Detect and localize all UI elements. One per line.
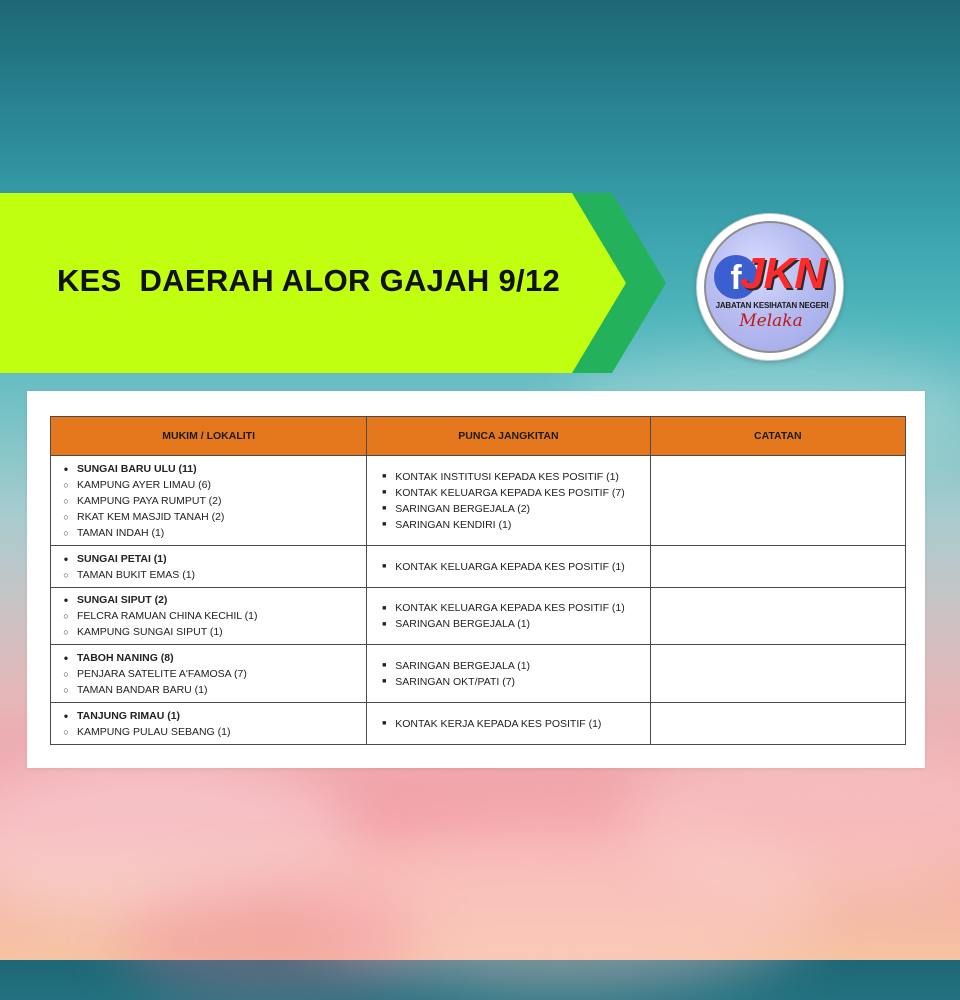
note-cell <box>650 588 905 645</box>
locality-item <box>55 493 360 509</box>
source-label: KONTAK INSTITUSI KEPADA KES POSITIF (1) <box>395 470 619 483</box>
location-cell <box>51 703 367 745</box>
source-item <box>373 600 643 616</box>
source-item <box>373 616 643 632</box>
location-cell <box>51 588 367 645</box>
square-bullet-icon: ■ <box>382 473 387 480</box>
locality-label: KAMPUNG PAYA RUMPUT (2) <box>77 494 222 507</box>
square-bullet-icon: ■ <box>382 563 387 570</box>
square-bullet-icon: ■ <box>382 662 387 669</box>
circle-bullet-icon: ○ <box>63 527 69 538</box>
page-title: KES DAERAH ALOR GAJAH 9/12 <box>57 263 561 298</box>
source-label: KONTAK KERJA KEPADA KES POSITIF (1) <box>395 717 602 730</box>
source-item <box>373 559 643 575</box>
locality-item <box>55 525 360 541</box>
locality-item <box>55 724 360 740</box>
square-bullet-icon: ■ <box>382 720 387 727</box>
mukim-item <box>55 708 360 724</box>
jkn-melaka-logo <box>697 214 843 360</box>
background-cloud <box>120 880 420 1000</box>
locality-label: PENJARA SATELITE A'FAMOSA (7) <box>77 667 247 680</box>
source-item <box>373 485 643 501</box>
source-item <box>373 501 643 517</box>
source-cell <box>367 546 650 588</box>
locality-label: TAMAN BANDAR BARU (1) <box>77 683 208 696</box>
circle-bullet-icon: ○ <box>63 627 69 637</box>
locality-item <box>55 567 360 583</box>
source-label: SARINGAN BERGEJALA (1) <box>395 618 531 630</box>
logo-script-text: Melaka <box>739 311 803 331</box>
source-label: SARINGAN BERGEJALA (2) <box>395 502 531 515</box>
circle-bullet-icon: ○ <box>63 684 69 695</box>
locality-item <box>55 608 360 624</box>
logo-jkn-text: JKN <box>740 249 826 298</box>
logo-badge <box>704 221 836 353</box>
locality-label: TAMAN INDAH (1) <box>77 526 165 539</box>
source-label: SARINGAN OKT/PATI (7) <box>395 675 516 688</box>
bullet-icon: • <box>63 708 69 723</box>
source-label: KONTAK KELUARGA KEPADA KES POSITIF (1) <box>395 602 625 614</box>
facebook-f-icon: f <box>714 255 758 299</box>
circle-bullet-icon: ○ <box>63 511 69 522</box>
source-label: SARINGAN BERGEJALA (1) <box>395 659 531 672</box>
source-cell <box>367 703 650 745</box>
square-bullet-icon: ■ <box>382 604 387 612</box>
cases-table <box>50 416 906 745</box>
square-bullet-icon: ■ <box>382 620 387 628</box>
source-label: KONTAK KELUARGA KEPADA KES POSITIF (7) <box>395 486 625 499</box>
source-item <box>373 674 643 690</box>
circle-bullet-icon: ○ <box>63 668 69 679</box>
locality-label: TAMAN BUKIT EMAS (1) <box>77 568 196 581</box>
locality-label: RKAT KEM MASJID TANAH (2) <box>77 510 225 523</box>
table-row <box>51 645 906 703</box>
locality-label: KAMPUNG SUNGAI SIPUT (1) <box>77 626 223 638</box>
locality-item <box>55 666 360 682</box>
mukim-item <box>55 650 360 666</box>
square-bullet-icon: ■ <box>382 505 387 512</box>
note-cell <box>650 703 905 745</box>
source-cell <box>367 645 650 703</box>
mukim-label: TANJUNG RIMAU (1) <box>77 709 181 722</box>
table-header-row <box>51 417 906 456</box>
square-bullet-icon: ■ <box>382 678 387 685</box>
locality-label: KAMPUNG PULAU SEBANG (1) <box>77 725 231 738</box>
square-bullet-icon: ■ <box>382 489 387 496</box>
location-cell <box>51 546 367 588</box>
note-cell <box>650 456 905 546</box>
logo-subtitle: JABATAN KESIHATAN NEGERI <box>715 301 829 310</box>
circle-bullet-icon: ○ <box>63 726 69 737</box>
cases-panel <box>27 391 925 768</box>
circle-bullet-icon: ○ <box>63 479 69 490</box>
bullet-icon: • <box>63 593 69 607</box>
locality-item <box>55 682 360 698</box>
locality-label: KAMPUNG AYER LIMAU (6) <box>77 478 211 491</box>
header-mukim-lokaliti: MUKIM / LOKALITI <box>51 417 367 456</box>
mukim-label: SUNGAI PETAI (1) <box>77 552 167 565</box>
mukim-label: SUNGAI BARU ULU (11) <box>77 462 197 475</box>
square-bullet-icon: ■ <box>382 521 387 528</box>
note-cell <box>650 645 905 703</box>
mukim-item <box>55 551 360 567</box>
locality-item <box>55 509 360 525</box>
mukim-label: SUNGAI SIPUT (2) <box>77 594 168 606</box>
table-row <box>51 546 906 588</box>
mukim-item <box>55 461 360 477</box>
source-item <box>373 716 643 732</box>
circle-bullet-icon: ○ <box>63 495 69 506</box>
circle-bullet-icon: ○ <box>63 569 69 580</box>
source-label: KONTAK KELUARGA KEPADA KES POSITIF (1) <box>395 560 625 573</box>
source-item <box>373 517 643 533</box>
table-row <box>51 588 906 645</box>
source-label: SARINGAN KENDIRI (1) <box>395 518 512 531</box>
location-cell <box>51 645 367 703</box>
source-cell <box>367 456 650 546</box>
bullet-icon: • <box>63 551 69 566</box>
location-cell <box>51 456 367 546</box>
header-punca-jangkitan: PUNCA JANGKITAN <box>367 417 650 456</box>
bullet-icon: • <box>63 461 69 476</box>
locality-item <box>55 624 360 640</box>
bullet-icon: • <box>63 650 69 665</box>
source-item <box>373 658 643 674</box>
locality-label: FELCRA RAMUAN CHINA KECHIL (1) <box>77 610 258 622</box>
source-item <box>373 469 643 485</box>
header-catatan: CATATAN <box>650 417 905 456</box>
title-banner <box>0 193 670 373</box>
mukim-item <box>55 592 360 608</box>
table-row <box>51 456 906 546</box>
table-row <box>51 703 906 745</box>
circle-bullet-icon: ○ <box>63 611 69 621</box>
locality-item <box>55 477 360 493</box>
source-cell <box>367 588 650 645</box>
mukim-label: TABOH NANING (8) <box>77 651 174 664</box>
note-cell <box>650 546 905 588</box>
